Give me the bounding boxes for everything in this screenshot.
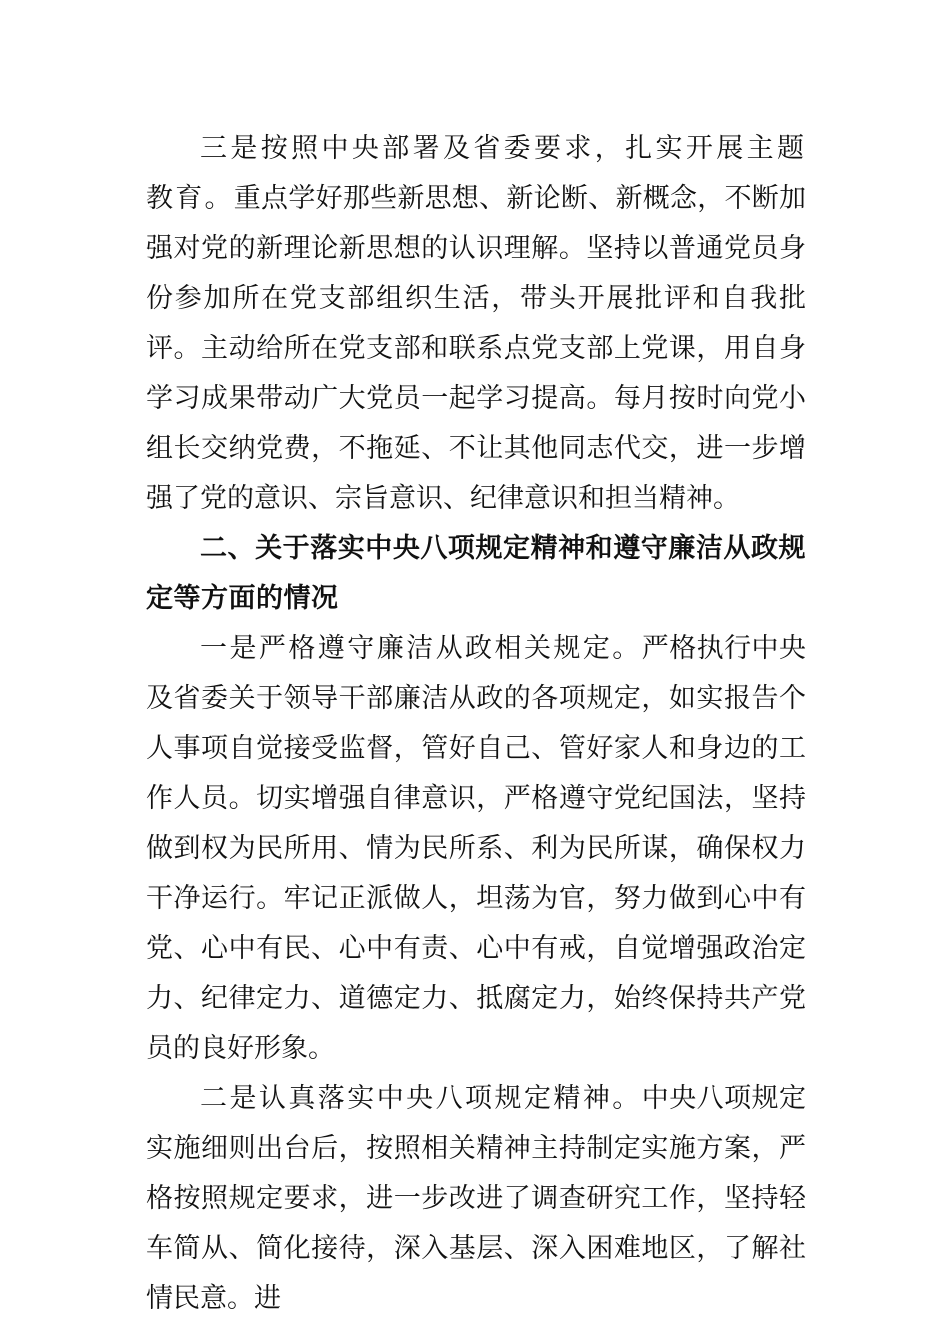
section-heading: 二、关于落实中央八项规定精神和遵守廉洁从政规定等方面的情况 (146, 533, 806, 614)
paragraph-lead: 一是严格遵守廉洁从政相关规定。 (200, 633, 642, 664)
paragraph-body: 重点学好那些新思想、新论断、新概念，不断加强对党的新理论新思想的认识理解。坚持以普通党员身份参加所在党支部组织生活，带头开展批评和自我批评。主动给所在党支部和联系点党支部上党课，用自身学习成果带动广大党员一起学习提高。每月按时向党小组长交纳党费，不拖延、不让其他同志代交，进一步增强了党的意识、宗旨意识、纪律意识和担当精神。 (146, 183, 807, 514)
paragraph-lead: 二是认真落实中央八项规定精神。 (200, 1083, 642, 1114)
paragraph-theme-education (146, 124, 806, 524)
paragraph-lead: 三是按照中央部署及省委要求，扎实开展主题教育。 (146, 133, 806, 214)
paragraph-body: 中央八项规定实施细则出台后，按照相关精神主持制定实施方案，严格按照规定要求，进一步改进了调查研究工作，坚持轻车简从、简化接待，深入基层、深入困难地区，了解社情民意。进 (146, 1083, 806, 1314)
document-body (146, 124, 806, 1324)
paragraph-eight-rules (146, 1074, 806, 1324)
paragraph-body: 严格执行中央及省委关于领导干部廉洁从政的各项规定，如实报告个人事项自觉接受监督，管好自己、管好家人和身边的工作人员。切实增强自律意识，严格遵守党纪国法，坚持做到权为民所用、情为民所系、利为民所谋，确保权力干净运行。牢记正派做人，坦荡为官，努力做到心中有党、心中有民、心中有责、心中有戒，自觉增强政治定力、纪律定力、道德定力、抵腐定力，始终保持共产党员的良好形象。 (146, 633, 806, 1064)
paragraph-integrity-rules (146, 624, 806, 1074)
